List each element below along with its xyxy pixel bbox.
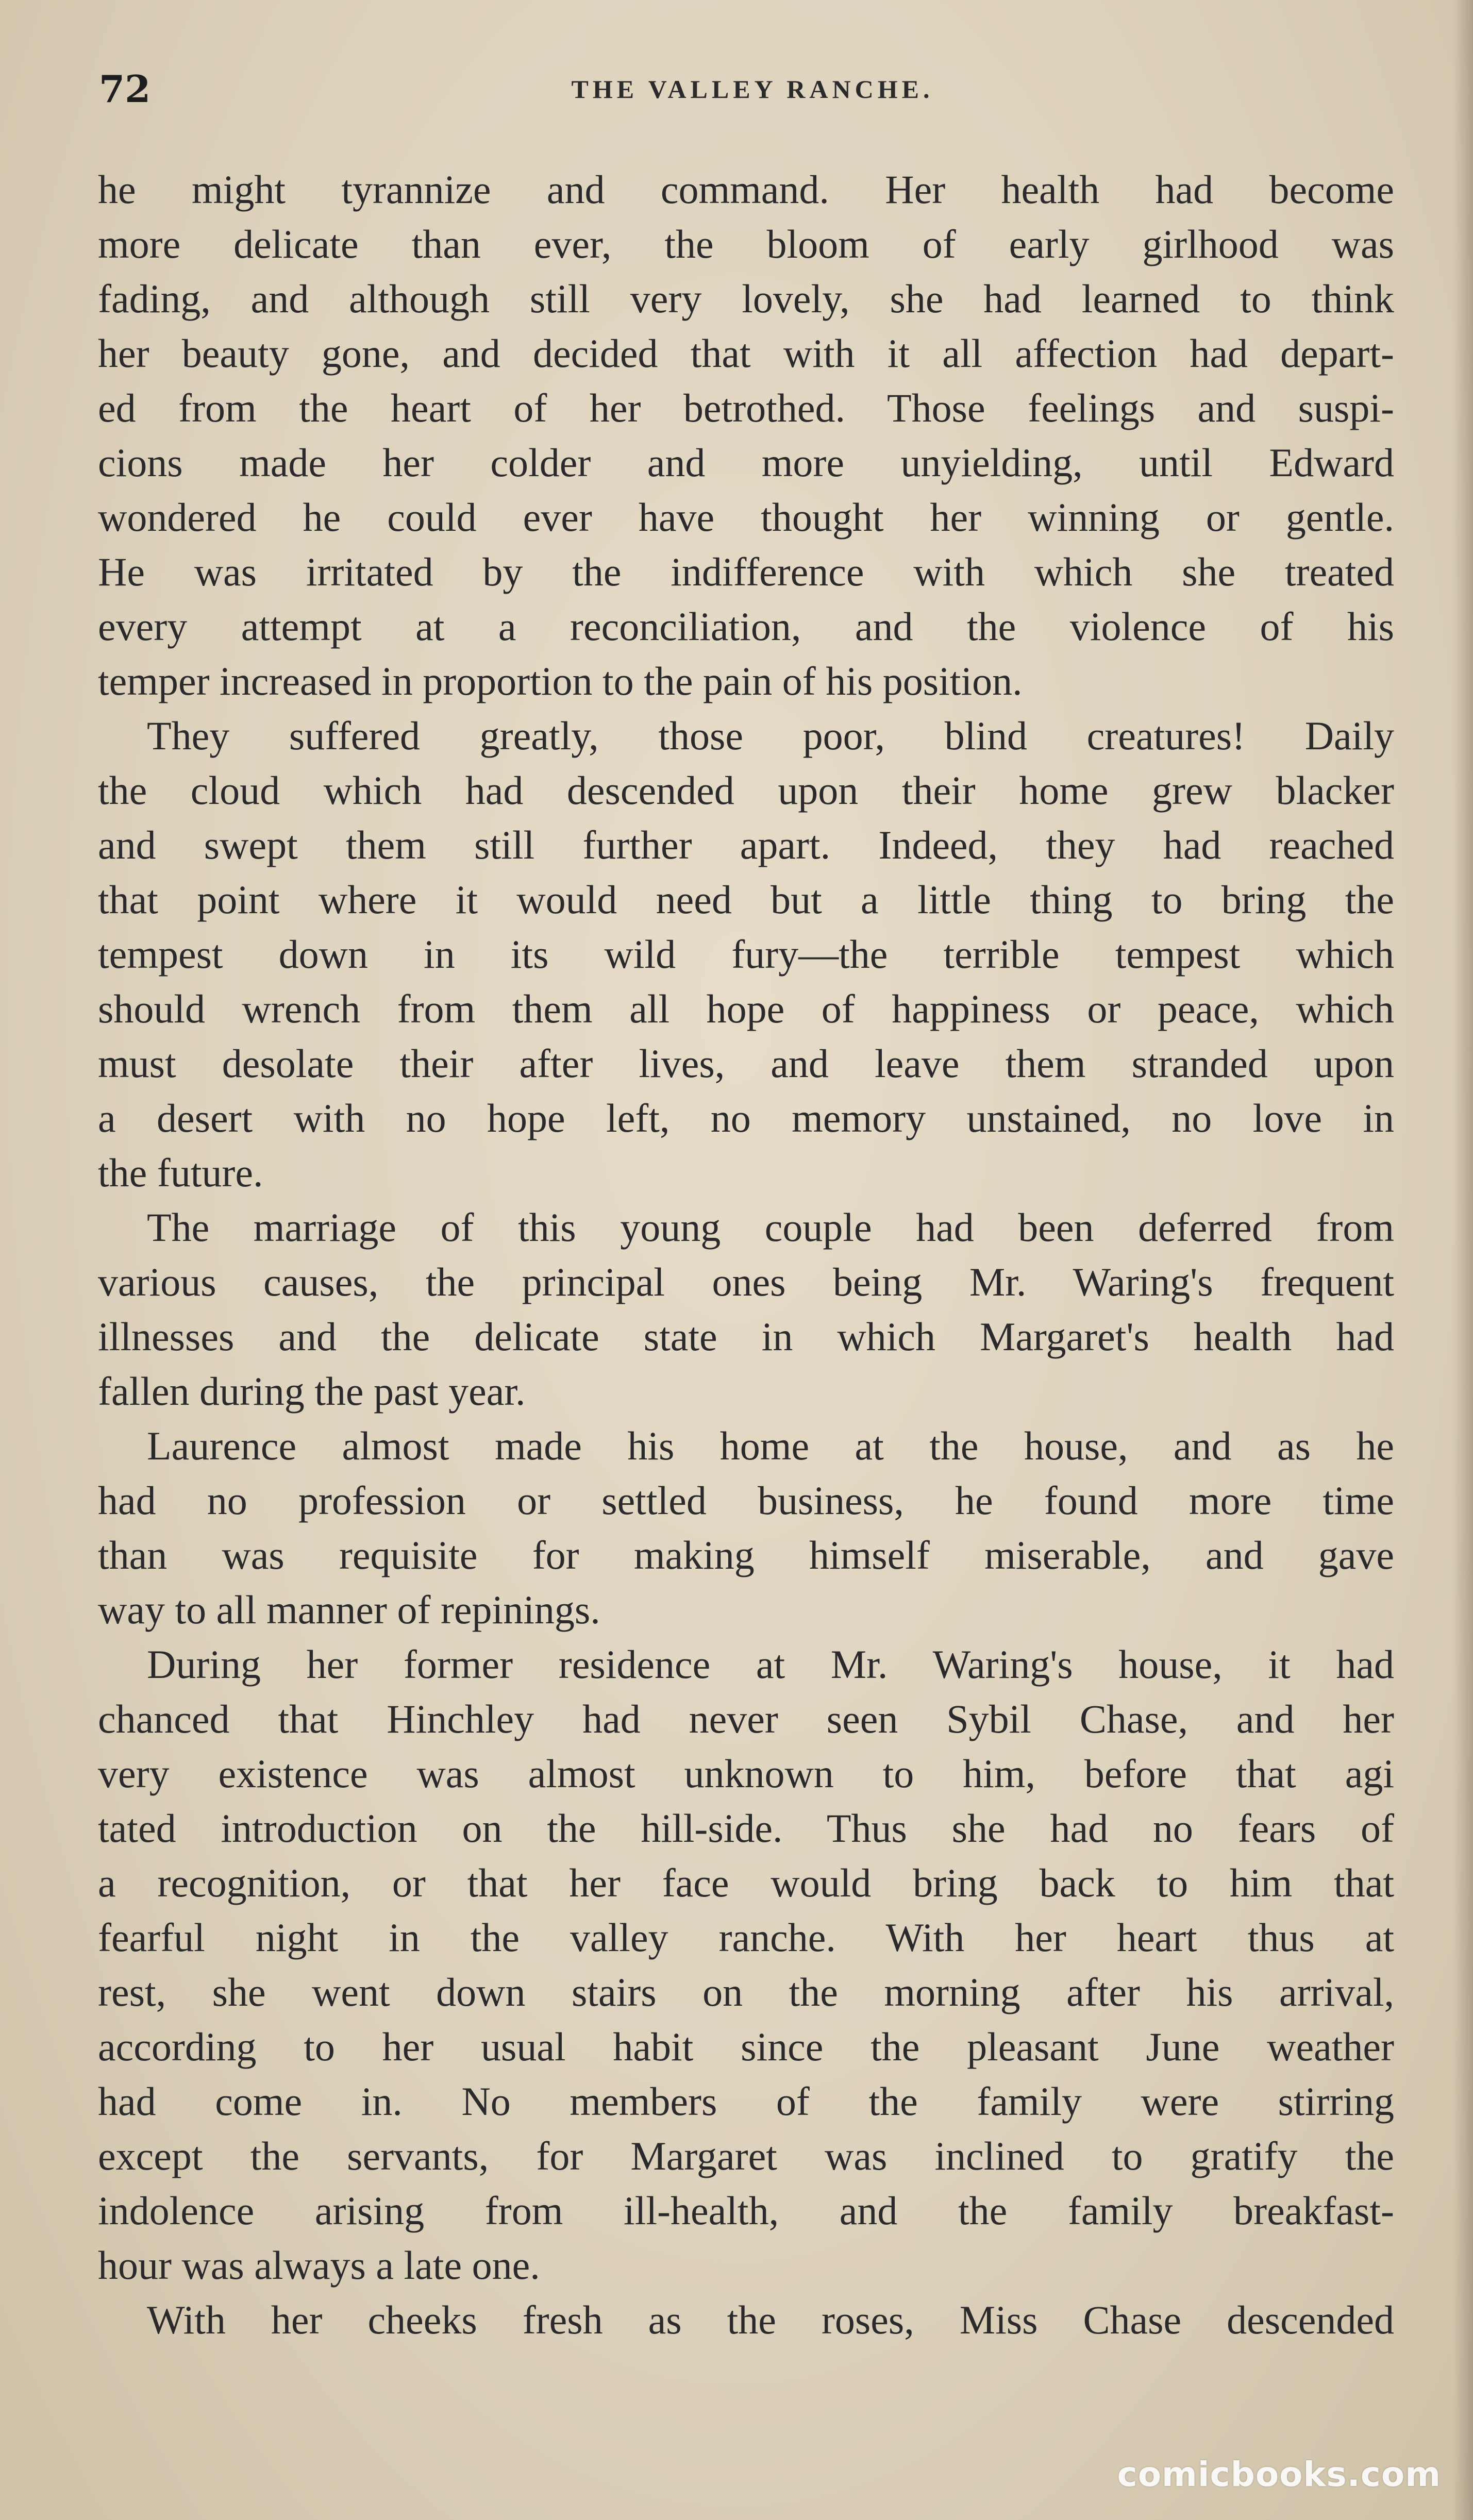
text-line: They suffered greatly, those poor, blind creatures! Daily (147, 713, 1394, 758)
text-line: fearful night in the valley ranche. With her heart thus at (98, 1915, 1394, 1960)
text-line: a recognition, or that her face would bring back to him that (98, 1860, 1394, 1905)
text-line: her beauty gone, and decided that with it all affection had depart- (98, 331, 1394, 376)
text-line: rest, she went down stairs on the morning after his arrival, (98, 1970, 1394, 2014)
page-number: 72 (99, 67, 151, 111)
text-line: very existence was almost unknown to him, before that agi (98, 1751, 1394, 1796)
text-line: hour was always a late one. (98, 2243, 540, 2288)
text-line: tated introduction on the hill-side. Thus she had no fears of (98, 1806, 1394, 1851)
text-line: the cloud which had descended upon their home grew blacker (98, 768, 1394, 813)
text-line: except the servants, for Margaret was inclined to gratify the (98, 2133, 1394, 2178)
watermark: comicbooks.com (1117, 2455, 1441, 2494)
text-line: must desolate their after lives, and leave them stranded upon (98, 1041, 1394, 1086)
text-line: and swept them still further apart. Indeed, they had reached (98, 822, 1394, 867)
text-line: every attempt at a reconciliation, and the violence of his (98, 604, 1394, 649)
body-text (98, 162, 1394, 2347)
page-edge-shadow (1452, 0, 1473, 2520)
text-line: had come in. No members of the family were stirring (98, 2079, 1394, 2124)
text-line: With her cheeks fresh as the roses, Miss Chase descended (147, 2297, 1394, 2342)
text-line: temper increased in proportion to the pain of his position. (98, 659, 1023, 703)
text-line: more delicate than ever, the bloom of early girlhood was (98, 222, 1394, 266)
text-line: a desert with no hope left, no memory unstained, no love in (98, 1096, 1394, 1140)
text-line: tempest down in its wild fury—the terrible tempest which (98, 932, 1394, 977)
text-line: that point where it would need but a little thing to bring the (98, 877, 1394, 922)
text-line: Laurence almost made his home at the house, and as he (147, 1423, 1394, 1468)
text-line: according to her usual habit since the pleasant June weather (98, 2024, 1394, 2069)
text-line: illnesses and the delicate state in which Margaret's health had (98, 1314, 1394, 1359)
text-line: fallen during the past year. (98, 1369, 526, 1414)
text-line: he might tyrannize and command. Her health had become (98, 167, 1394, 212)
running-title: THE VALLEY RANCHE. (571, 75, 934, 104)
text-line: chanced that Hinchley had never seen Sybil Chase, and her (98, 1696, 1394, 1741)
page-header (93, 67, 1412, 111)
text-line: way to all manner of repinings. (98, 1587, 600, 1632)
text-line: fading, and although still very lovely, she had learned to think (98, 276, 1394, 321)
text-line: indolence arising from ill-health, and the family breakfast- (98, 2188, 1394, 2233)
text-line: He was irritated by the indifference with which she treated (98, 549, 1394, 594)
text-line: had no profession or settled business, he found more time (98, 1478, 1394, 1523)
text-line: than was requisite for making himself miserable, and gave (98, 1533, 1394, 1577)
text-line: the future. (98, 1150, 263, 1195)
text-line: During her former residence at Mr. Waring's house, it had (147, 1642, 1394, 1687)
text-line: ed from the heart of her betrothed. Those feelings and suspi- (98, 385, 1394, 430)
text-line: various causes, the principal ones being Mr. Waring's frequent (98, 1259, 1394, 1304)
text-line: wondered he could ever have thought her winning or gentle. (98, 495, 1394, 540)
text-line: cions made her colder and more unyielding, until Edward (98, 440, 1394, 485)
text-line: should wrench from them all hope of happiness or peace, which (98, 986, 1394, 1031)
text-line: The marriage of this young couple had been deferred from (147, 1205, 1394, 1250)
